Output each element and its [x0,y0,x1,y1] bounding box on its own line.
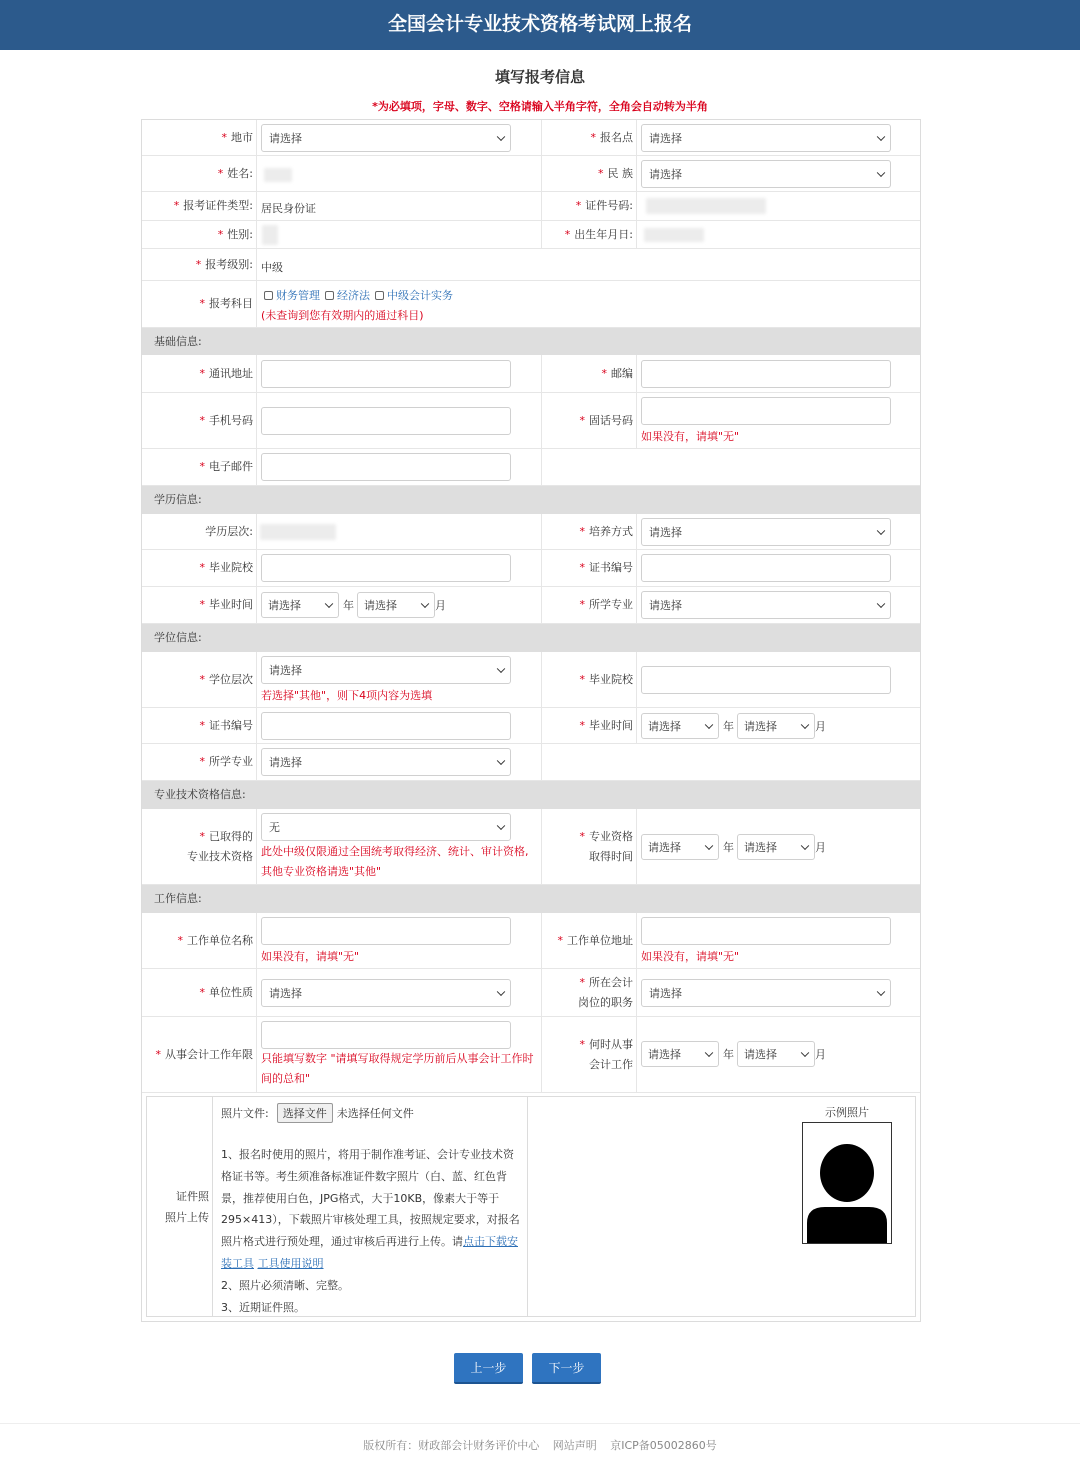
chevron-down-icon [421,600,429,608]
qual-month-select[interactable]: 请选择 [737,834,815,860]
prev-button[interactable]: 上一步 [454,1353,523,1384]
level-label: * 报考级别: [142,249,257,280]
site-label: * 报名点 [541,120,637,155]
registration-form [141,119,921,1322]
chevron-down-icon [801,721,809,729]
birth-redacted [644,228,704,242]
qual-time-label: * 专业资格 取得时间 [541,809,637,884]
mobile-input[interactable] [261,407,511,435]
chevron-down-icon [877,133,885,141]
address-label: * 通讯地址 [142,355,257,392]
deg-level-label: * 学位层次 [142,652,257,707]
qual-obtained-label: * 已取得的 专业技术资格 [142,809,257,884]
site-header [0,0,1080,50]
row-phone [142,393,920,449]
qual-obtained-select[interactable]: 无 [261,813,511,841]
section-education: 学历信息: [142,486,920,514]
chevron-down-icon [705,1049,713,1057]
row-work-years: * 从事会计工作年限 只能填写数字 "请填写取得规定学历前后从事会计工作时间的总和" * 何时从事 会计工作 请选择 年 请选择 月 [142,1017,920,1093]
id-number-redacted [646,198,766,214]
file-label: 照片文件: [221,1107,269,1120]
checkbox-icon [375,291,384,300]
section-degree: 学位信息: [142,624,920,652]
choose-file-button[interactable]: 选择文件 [277,1103,333,1123]
work-start-month-select[interactable]: 请选择 [737,1041,815,1067]
checkbox-icon [264,291,273,300]
work-years-input[interactable] [261,1021,511,1049]
deg-cert-input[interactable] [261,712,511,740]
chevron-down-icon [325,600,333,608]
edu-cert-label: * 证书编号 [541,550,637,586]
site-select[interactable]: 请选择 [641,124,891,152]
row-id [142,192,920,221]
email-input[interactable] [261,453,511,481]
edu-mode-label: * 培养方式 [541,514,637,549]
ethnicity-select[interactable]: 请选择 [641,160,891,188]
sample-photo [802,1122,892,1244]
edu-time-label: * 毕业时间 [142,587,257,623]
copyright-text: 版权所有：财政部会计财务评价中心 [363,1439,540,1452]
deg-cert-label: * 证书编号 [142,708,257,743]
edu-school-input[interactable] [261,554,511,582]
photo-rule-1: 1、报名时使用的照片，将用于制作准考证、会计专业技术资格证书等。考生须准备标准证件数字照片（白、蓝、红色背景，推荐使用白色，JPG格式，大于10KB，像素大于等于295×413），下载照片审核处理工具，按照规定要求，对报名照片格式进行预处理，通过审核后再进行上传。请点击下载安装工具 工具使用说明 [221,1148,520,1270]
edu-year-select[interactable]: 请选择 [261,592,339,618]
row-email [142,449,920,486]
employer-label: * 工作单位名称 [142,913,257,968]
deg-time-label: * 毕业时间 [541,708,637,743]
deg-major-label: * 所学专业 [142,744,257,780]
section-work: 工作信息: [142,885,920,913]
subjects-checkboxes [264,287,458,303]
edu-month-select[interactable]: 请选择 [357,592,435,618]
deg-year-select[interactable]: 请选择 [641,713,719,739]
row-name [142,156,920,192]
position-label: * 所在会计 岗位的职务 [541,969,637,1016]
edu-level-label: 学历层次: [142,514,257,549]
id-type-value: 居民身份证 [261,202,316,215]
gender-redacted [262,225,278,245]
employer-hint: 如果没有，请填"无" [261,950,360,963]
work-years-label: * 从事会计工作年限 [142,1017,257,1092]
city-label: * 地市 [142,120,257,155]
row-address [142,355,920,393]
row-deg-level [142,652,920,708]
section-basic: 基础信息: [142,328,920,355]
next-button[interactable]: 下一步 [532,1353,601,1384]
deg-month-select[interactable]: 请选择 [737,713,815,739]
person-silhouette-icon [803,1123,891,1243]
checkbox-icon [325,291,334,300]
chevron-down-icon [497,665,505,673]
row-level [142,249,920,281]
work-address-input[interactable] [641,917,891,945]
subject-checkbox[interactable]: 经济法 [325,287,370,303]
work-start-year-select[interactable]: 请选择 [641,1041,719,1067]
required-notice: *为必填项，字母、数字、空格请输入半角字符，全角会自动转为半角 [372,100,708,113]
id-type-label: * 报考证件类型: [142,192,257,220]
postcode-input[interactable] [641,360,891,388]
chevron-down-icon [877,527,885,535]
landline-label: * 固话号码 [541,393,637,448]
nature-select[interactable]: 请选择 [261,979,511,1007]
photo-upload-block [146,1096,916,1317]
deg-school-input[interactable] [641,666,891,694]
photo-rule-2: 2、照片必须清晰、完整。 [221,1279,349,1292]
chevron-down-icon [497,133,505,141]
chevron-down-icon [801,1049,809,1057]
row-employer [142,913,920,969]
nature-label: * 单位性质 [142,969,257,1016]
postcode-label: * 邮编 [541,355,637,392]
file-status: 未选择任何文件 [336,1107,414,1120]
birth-label: * 出生年月日: [541,221,637,248]
deg-school-label: * 毕业院校 [541,652,637,707]
row-edu-level [142,514,920,550]
subject-checkbox[interactable]: 财务管理 [264,287,320,303]
email-label: * 电子邮件 [142,449,257,485]
form-title: 填写报考信息 [494,68,585,86]
statement-link[interactable]: 网站声明 [552,1439,597,1452]
row-nature [142,969,920,1017]
chevron-down-icon [877,988,885,996]
work-address-hint: 如果没有，请填"无" [641,950,740,963]
chevron-down-icon [497,757,505,765]
landline-hint: 如果没有，请填"无" [641,430,740,443]
qual-year-select[interactable]: 请选择 [641,834,719,860]
row-deg-cert: * 证书编号 * 毕业时间 请选择 年 请选择 月 [142,708,920,744]
work-start-label: * 何时从事 会计工作 [541,1017,637,1092]
name-value-redacted [264,168,292,182]
row-edu-time: * 毕业时间 请选择 年 请选择 月 * 所学专业 请选择 [142,587,920,624]
deg-level-hint: 若选择"其他"，则下4项内容为选填 [261,689,433,702]
id-number-label: * 证件号码: [541,192,637,220]
site-title: 全国会计专业技术资格考试网上报名 [387,13,692,35]
position-select[interactable]: 请选择 [641,979,891,1007]
photo-rule-3: 3、近期证件照。 [221,1301,305,1314]
chevron-down-icon [705,842,713,850]
footer [0,1423,1080,1451]
edu-school-label: * 毕业院校 [142,550,257,586]
row-edu-school [142,550,920,587]
work-years-hint: 只能填写数字 "请填写取得规定学历前后从事会计工作时间的总和" [261,1052,534,1085]
gender-label: * 性别: [142,221,257,248]
deg-level-select[interactable]: 请选择 [261,656,511,684]
work-address-label: * 工作单位地址 [541,913,637,968]
ethnicity-label: * 民 族 [541,156,637,191]
tool-guide-link[interactable]: 工具使用说明 [257,1256,324,1270]
mobile-label: * 手机号码 [142,393,257,448]
row-city [142,120,920,156]
deg-major-select[interactable]: 请选择 [261,748,511,776]
row-gender [142,221,920,249]
subjects-note: (未查询到您有效期内的通过科目) [261,309,424,322]
section-qualification: 专业技术资格信息: [142,781,920,809]
qual-obtained-hint: 此处中级仅限通过全国统考取得经济、统计、审计资格,其他专业资格请选"其他" [261,845,529,878]
level-value: 中级 [261,261,283,274]
row-deg-major [142,744,920,781]
edu-major-select[interactable]: 请选择 [641,591,891,619]
edu-mode-select[interactable]: 请选择 [641,518,891,546]
employer-input[interactable] [261,917,511,945]
name-label: * 姓名: [142,156,257,191]
chevron-down-icon [877,600,885,608]
download-tool-link[interactable]: 点击下载安装工具 [221,1235,518,1270]
subjects-label: * 报考科目 [142,281,257,327]
subject-checkbox[interactable]: 中级会计实务 [375,287,453,303]
photo-rules [213,1097,528,1316]
icp-text: 京ICP备05002860号 [610,1439,717,1452]
edu-cert-input[interactable] [641,554,891,582]
chevron-down-icon [497,988,505,996]
photo-label: 证件照 照片上传 [147,1097,213,1316]
chevron-down-icon [497,822,505,830]
city-select[interactable]: 请选择 [261,124,511,152]
chevron-down-icon [801,842,809,850]
address-input[interactable] [261,360,511,388]
edu-major-label: * 所学专业 [541,587,637,623]
row-subjects [142,281,920,328]
edu-level-redacted [260,524,336,540]
row-qualification: * 已取得的 专业技术资格 无 此处中级仅限通过全国统考取得经济、统计、审计资格,其他专业资格请选"其他" * 专业资格 取得时间 请选择 年 请选择 月 [142,809,920,885]
landline-input[interactable] [641,397,891,425]
chevron-down-icon [705,721,713,729]
chevron-down-icon [877,169,885,177]
sample-photo-label: 示例照片 [825,1106,869,1119]
